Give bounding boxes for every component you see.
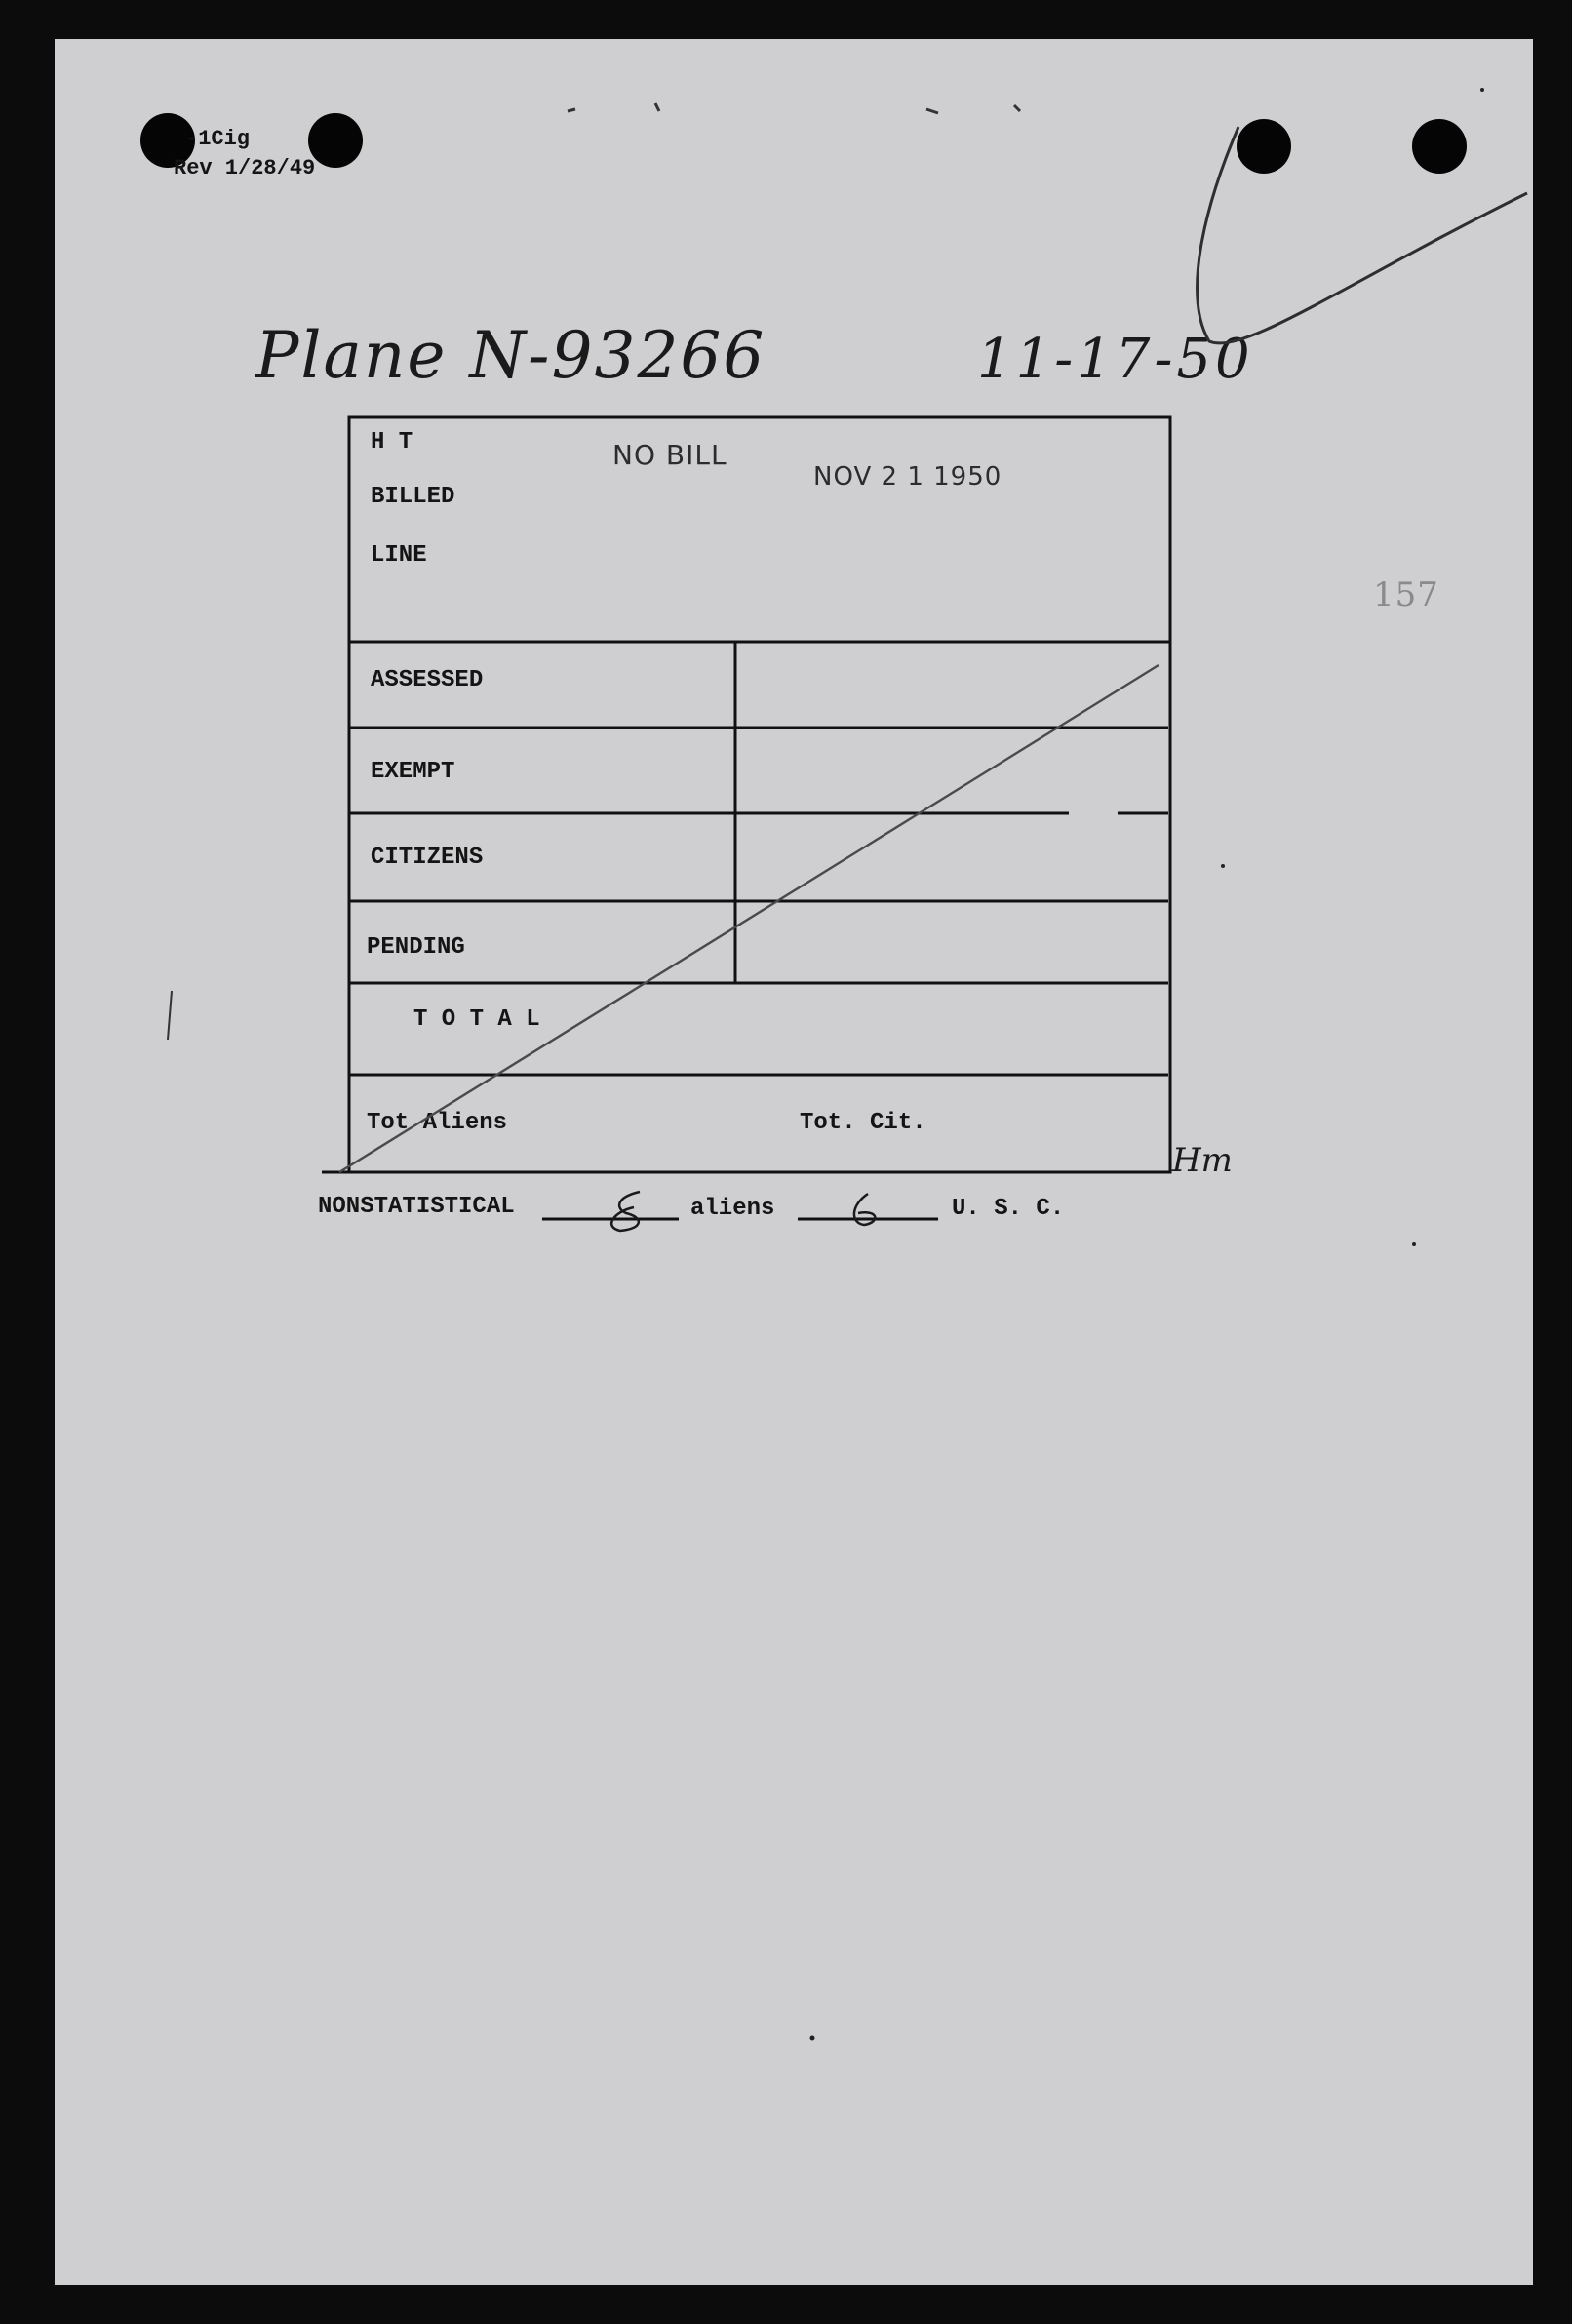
category-exempt: EXEMPT (371, 759, 455, 785)
form-revision: Rev 1/28/49 (174, 156, 316, 180)
speck (1221, 864, 1225, 868)
category-pending: PENDING (367, 934, 465, 961)
speck (1480, 88, 1484, 92)
total-citizens-label: Tot. Cit. (800, 1110, 926, 1136)
check-mark-icon (1198, 127, 1527, 343)
form-code: -1Cig (185, 127, 251, 151)
category-citizens: CITIZENS (371, 845, 484, 871)
handwritten-date: 11-17-50 (977, 328, 1254, 391)
header-row-ht: H T (371, 429, 413, 455)
date-stamp: NOV 2 1 1950 (813, 462, 1002, 492)
nonstatistical-label: NONSTATISTICAL (318, 1194, 515, 1220)
footer-usc-label: U. S. C. (952, 1196, 1065, 1222)
header-row-billed: BILLED (371, 484, 455, 510)
top-speck (926, 109, 938, 113)
plane-number: Plane N-93266 (255, 318, 766, 393)
table-border (349, 417, 1170, 1172)
usc-count-value (848, 1178, 873, 1223)
category-assessed: ASSESSED (371, 667, 484, 693)
speck (810, 2036, 815, 2041)
total-aliens-label: Tot Aliens (367, 1110, 508, 1136)
margin-mark (168, 991, 172, 1040)
no-bill-stamp: NO BILL (612, 439, 727, 471)
speck (1412, 1242, 1416, 1246)
top-speck (655, 103, 659, 111)
initials: Hm (1172, 1141, 1233, 1180)
footer-aliens-label: aliens (690, 1196, 775, 1222)
top-speck (1014, 105, 1020, 111)
aliens-count-value (610, 1178, 635, 1223)
header-row-line: LINE (371, 542, 427, 569)
top-speck (568, 109, 575, 111)
cancellation-line (339, 665, 1159, 1172)
page-number: 157 (1373, 575, 1439, 614)
total-label: T O T A L (413, 1006, 540, 1033)
